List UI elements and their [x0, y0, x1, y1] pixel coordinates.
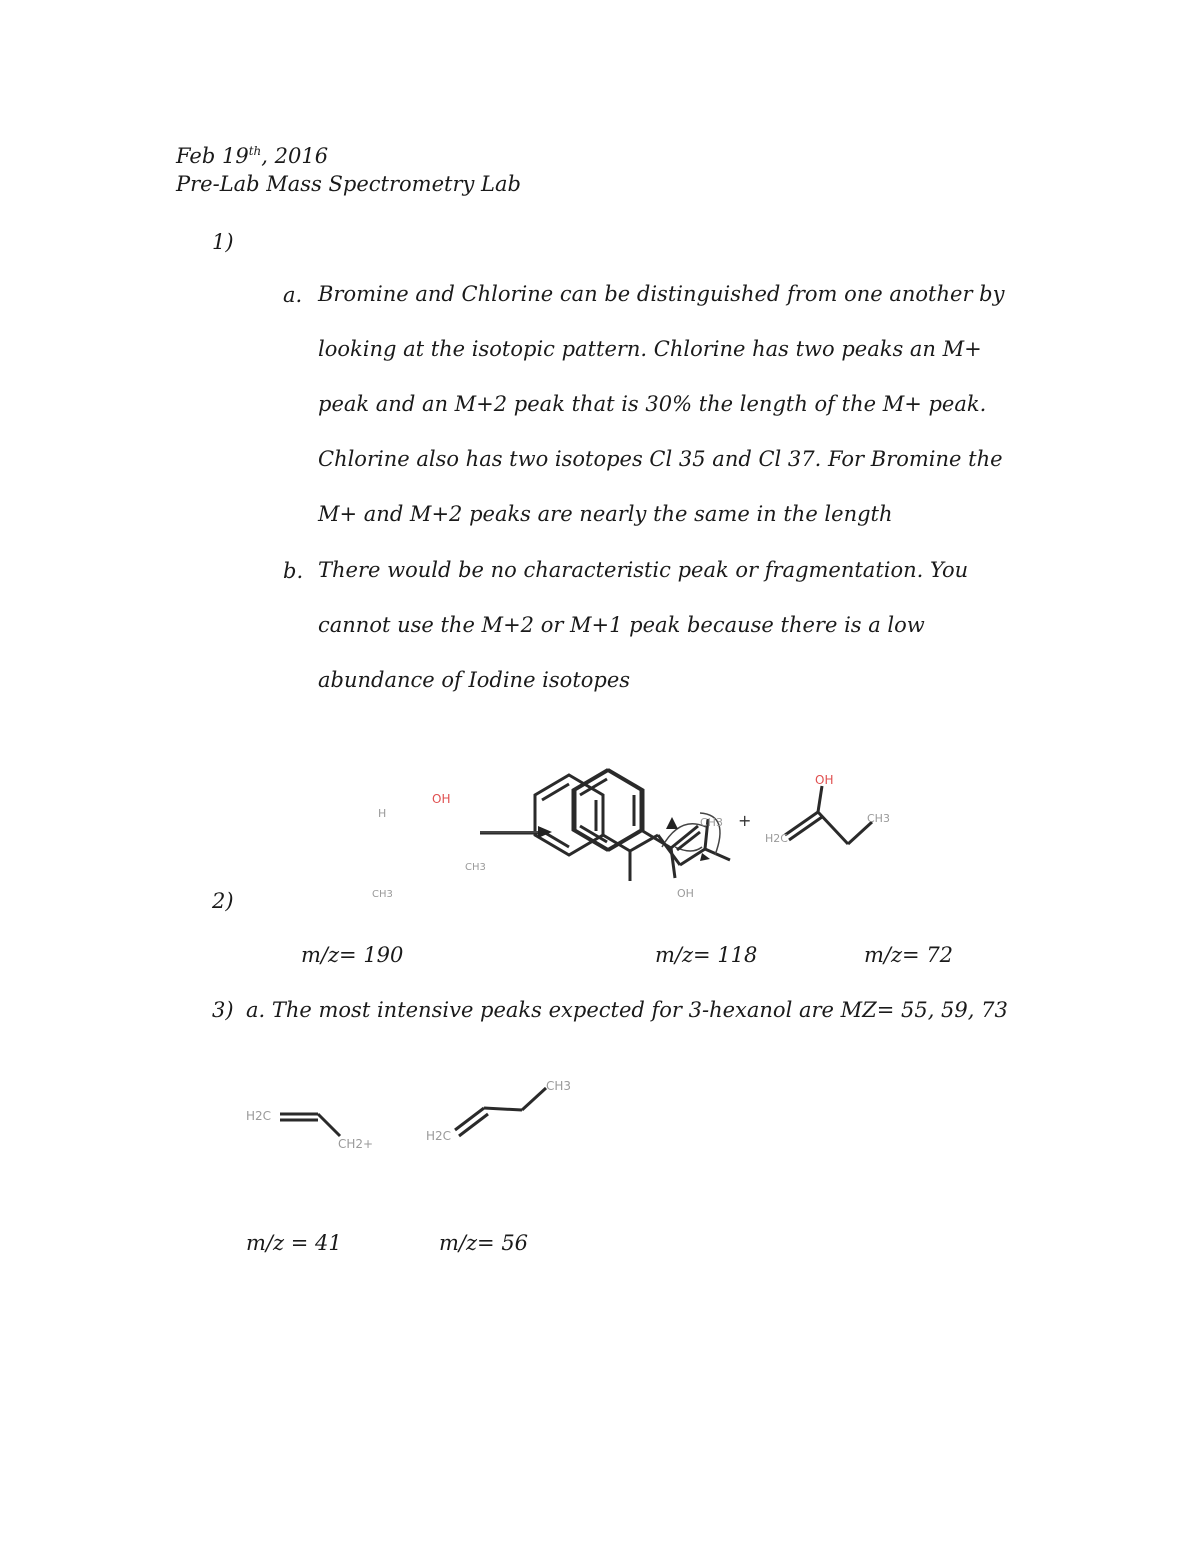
ch3-label-b: CH3 [372, 889, 393, 900]
answer-1a-marker: a. [283, 283, 303, 307]
h2c-label-1: H2C [246, 1109, 272, 1123]
ch3-label-3: CH3 [546, 1079, 572, 1093]
mz-190: m/z= 190 [301, 943, 404, 967]
answer-3a-text: a. The most intensive peaks expected for 3-hexanol are MZ= 55, 59, 73 [246, 998, 1008, 1022]
ch3-label-c: CH3 [700, 816, 723, 829]
mz-72: m/z= 72 [864, 943, 954, 967]
question-3-number: 3) [212, 998, 234, 1022]
product-structures [560, 760, 920, 910]
h2c-label-2: H2C [426, 1129, 452, 1143]
document-subtitle: Pre-Lab Mass Spectrometry Lab [176, 172, 521, 196]
document-date: Feb 19th, 2016 [176, 144, 329, 168]
ch2-plus-label: CH2+ [338, 1137, 374, 1151]
product-1-benzene [573, 770, 641, 850]
oh-gray-label: OH [677, 887, 694, 900]
answer-1b-text: There would be no characteristic peak or fragmentation. You cannot use the M+2 or M+1 peak because there is a low abundance of Iodine isotopes [318, 558, 969, 692]
answer-1b-marker: b. [283, 559, 304, 583]
ch3-label-d: CH3 [867, 812, 890, 825]
answer-1a-text: Bromine and Chlorine can be distinguished from one another by looking at the isotopic pattern. Chlorine has two peaks an M+ peak and an M+2 peak that is 30% the length of the M+ peak. Chlorine also has two isotopes Cl 35 and Cl 37. For Bromine the M+ and M+2 peaks are nearly the same in the length [318, 282, 1005, 526]
mz-56: m/z= 56 [439, 1231, 529, 1255]
question-1-number: 1) [212, 230, 234, 254]
oh-red-label: OH [815, 773, 834, 787]
h2c-label: H2C [765, 832, 788, 845]
mz-41: m/z = 41 [246, 1231, 342, 1255]
question-2-number: 2) [212, 889, 234, 913]
mz-118: m/z= 118 [655, 943, 758, 967]
h-atom-label: H [378, 807, 387, 820]
plus-sign: + [738, 811, 752, 830]
hexanol-fragment-structures [240, 1070, 600, 1160]
oh-atom-label: OH [432, 792, 451, 806]
ch3-label-a: CH3 [465, 862, 486, 873]
